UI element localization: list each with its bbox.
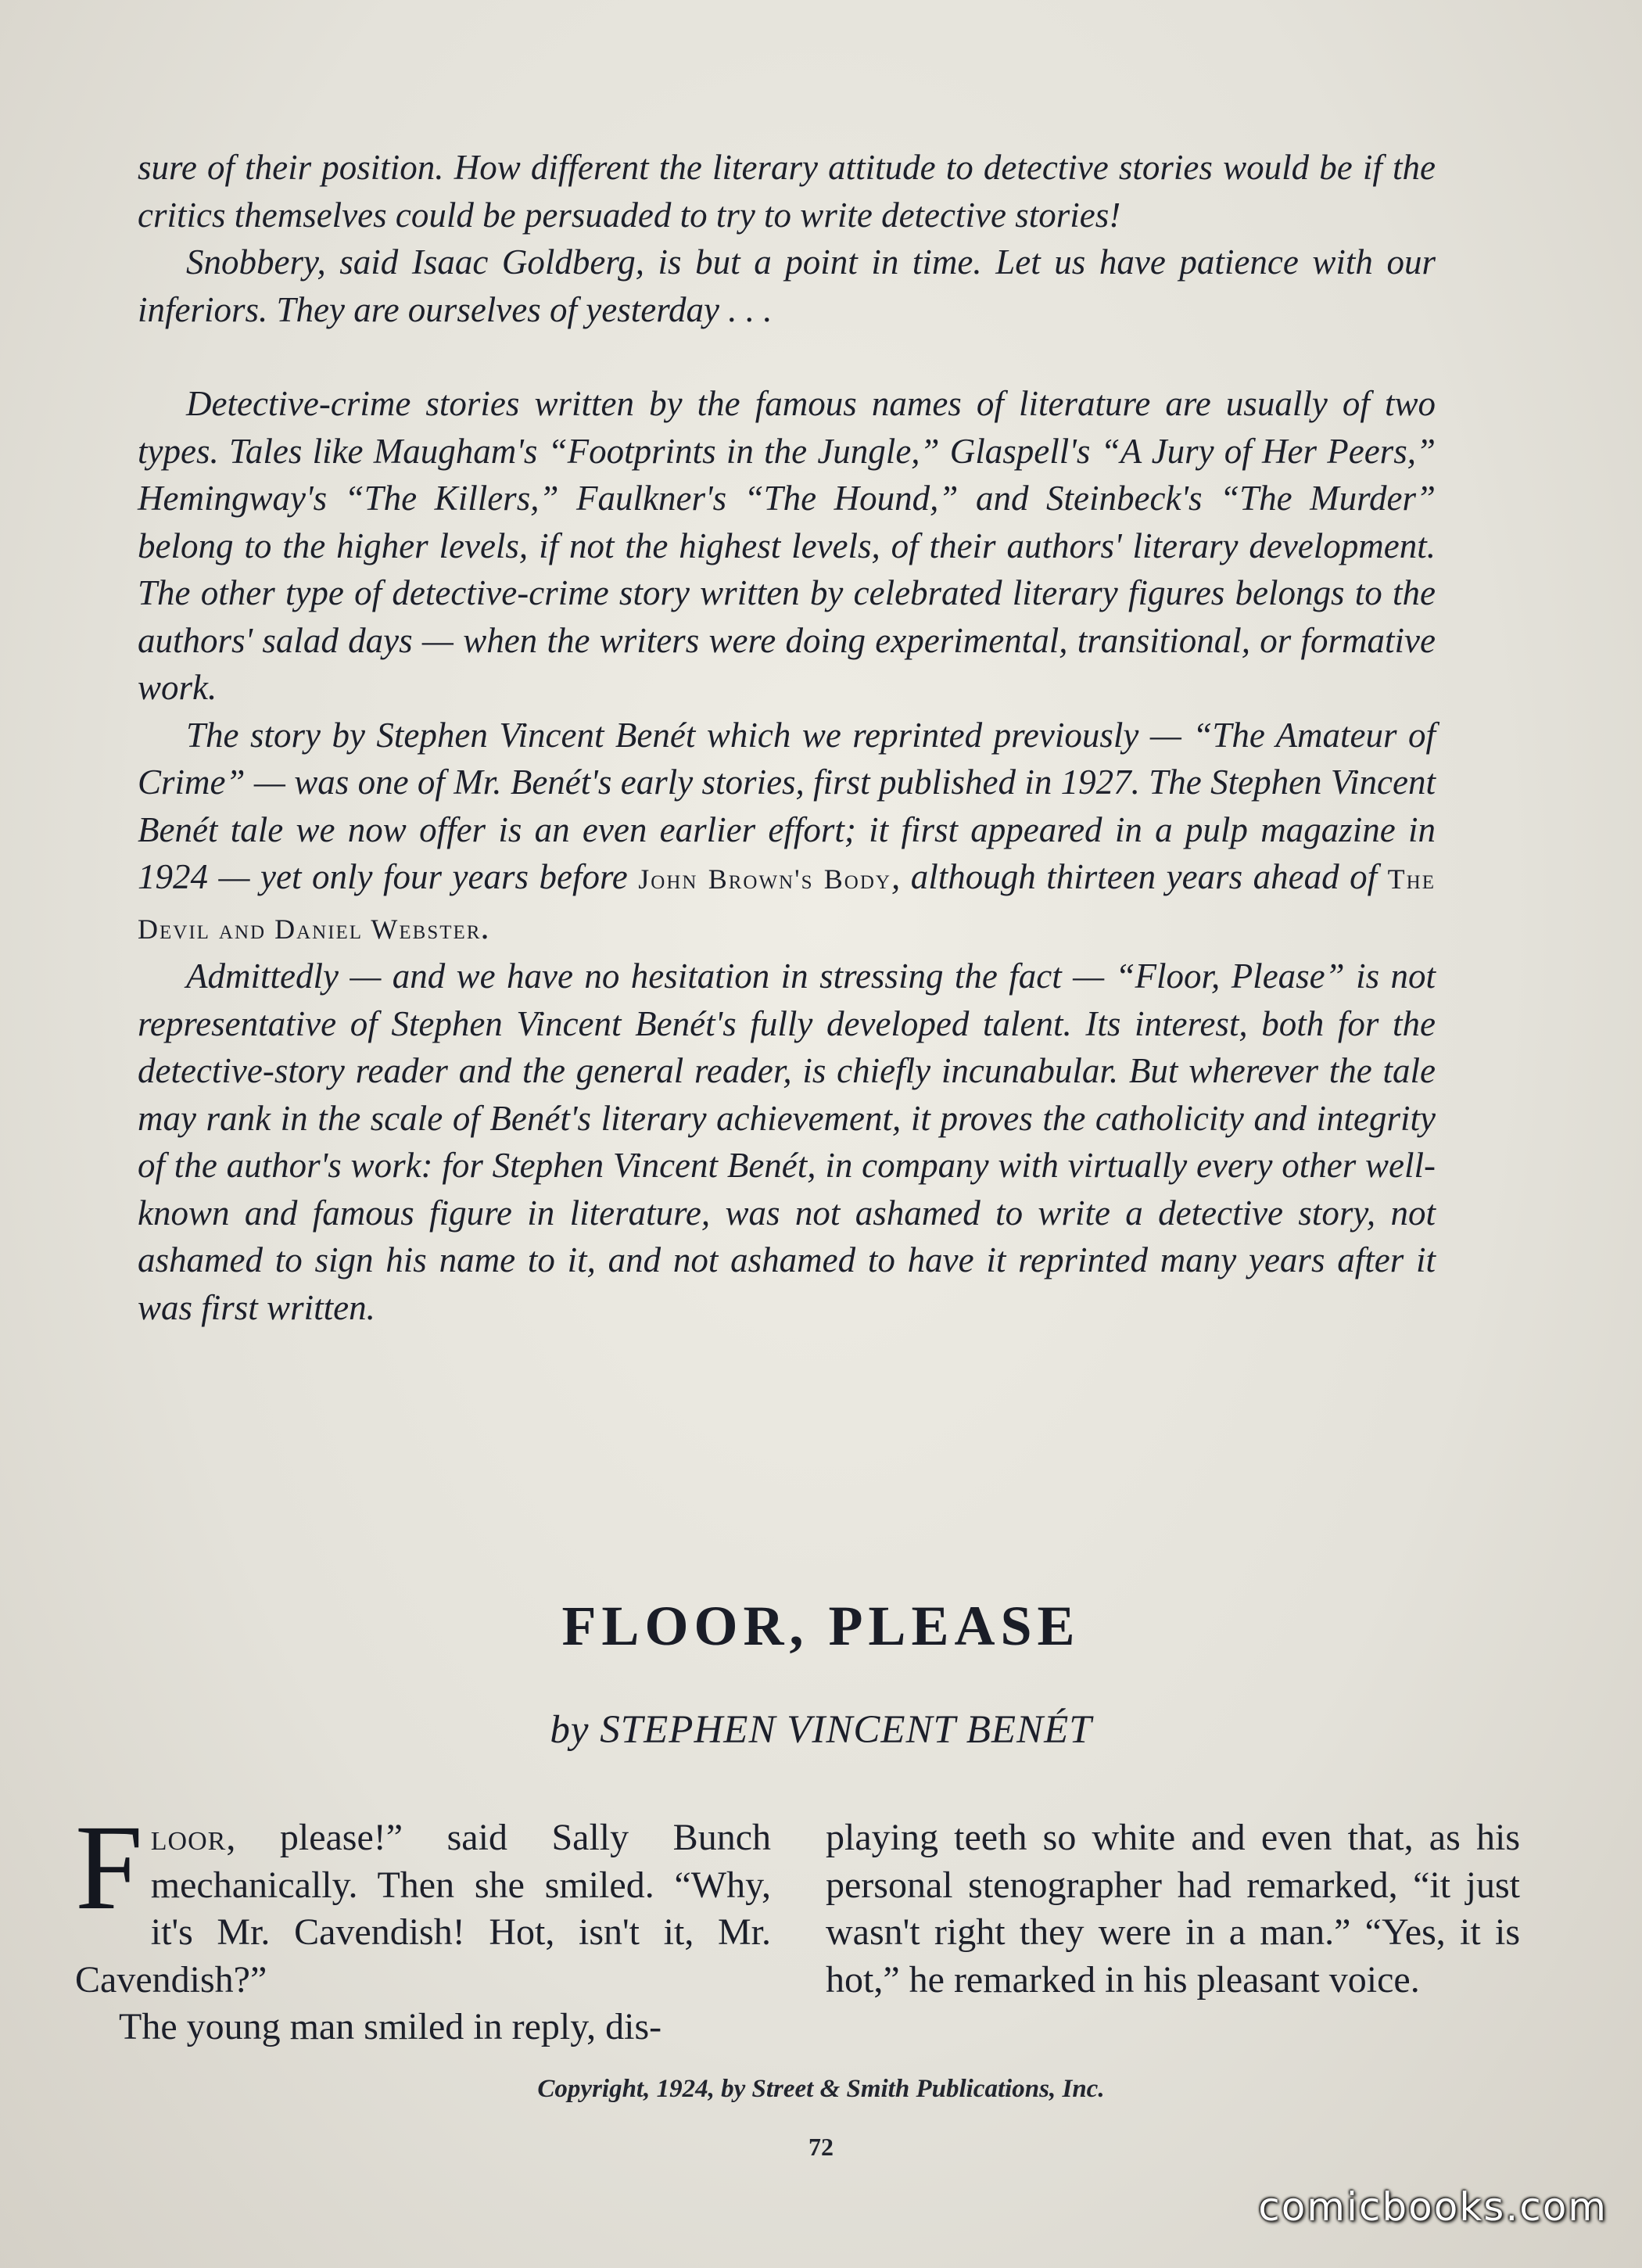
book-title: The Devil and Daniel Webster: [138, 863, 1436, 945]
book-title: John Brown's Body: [638, 863, 891, 895]
story-byline: by STEPHEN VINCENT BENÉT: [550, 1708, 1092, 1752]
lead-in-small-caps: loor: [150, 1817, 227, 1858]
site-watermark: comicbooks.com: [1258, 2184, 1608, 2230]
story-paragraph: playing teeth so white and even that, as his personal stenographer had remarked, “it just wasn't right they were in a man.” “Yes, it is hot,” he remarked in his pleasant voice.: [826, 1817, 1520, 2001]
story-paragraph: [75, 1800, 771, 2004]
intro-paragraph: sure of their position. How different the literary attitude to detective stories would be if the critics themselves could be persuaded to try to write detective stories!: [138, 148, 1436, 235]
intro-paragraph: Detective-crime stories written by the famous names of literature are usually of two types. Tales like Maugham's “Footprints in the Jungle,” Glaspell's “A Jury of Her Peers,” Hemingway's “The Killers,” Faulkner's “The Hound,” and Steinbeck's “The Murder” belong to the higher levels, if not the highest levels, of their authors' literary development. The other type of detective-crime story written by celebrated literary figures belongs to the authors' salad days — when the writers were doing experimental, transitional, or formative work.: [138, 384, 1436, 707]
story-paragraph: The young man smiled in reply, dis-: [119, 2006, 662, 2047]
intro-text: The story by Stephen Vincent Benét which we reprinted previously — “The Amateur of Crime” — was one of Mr. Benét's early stories, first published in 1927. The Stephen Vincent Benét tale we now offer is an even earlier effort; it first appeared in a pulp magazine in 1924 — yet only four years before: [138, 715, 1436, 896]
drop-cap: F: [75, 1800, 143, 1935]
story-column-right: [826, 1814, 1520, 2004]
intro-paragraph: [138, 712, 1436, 953]
page-number: 72: [808, 2133, 834, 2161]
editorial-introduction: [138, 144, 1436, 1331]
story-text: , please!” said Sally Bunch mechanically. Then she smiled. “Why, it's Mr. Cavendish! Hot, isn't it, Mr. Cavendish?”: [75, 1817, 771, 2001]
copyright-notice: Copyright, 1924, by Street & Smith Publications, Inc.: [537, 2075, 1105, 2103]
intro-paragraph: Snobbery, said Isaac Goldberg, is but a point in time. Let us have patience with our inferiors. They are ourselves of yesterday . . .: [138, 242, 1436, 329]
intro-text: .: [481, 906, 490, 946]
intro-paragraph: Admittedly — and we have no hesitation in stressing the fact — “Floor, Please” is not representative of Stephen Vincent Benét's fully developed talent. Its interest, both for the detective-story reader and the general reader, is chiefly incunabular. But wherever the tale may rank in the scale of Benét's literary achievement, it proves the catholicity and integrity of the author's work: for Stephen Vincent Benét, in company with virtually every other well-known and famous figure in literature, was not ashamed to write a detective story, not ashamed to sign his name to it, and not ashamed to have it reprinted many years after it was first written.: [138, 956, 1436, 1327]
intro-text: , although thirteen years ahead of: [891, 857, 1388, 896]
story-title: FLOOR, PLEASE: [561, 1595, 1081, 1657]
story-column-left: [75, 1800, 771, 2051]
